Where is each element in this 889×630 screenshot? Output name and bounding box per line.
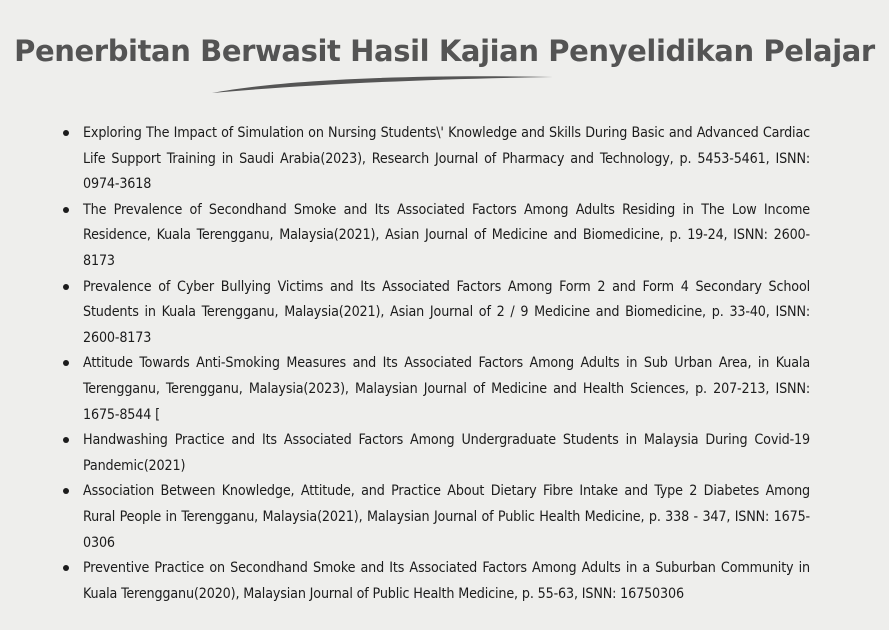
bullet-icon bbox=[63, 130, 69, 136]
list-item bbox=[62, 275, 810, 352]
bullet-icon bbox=[63, 437, 69, 443]
bullet-icon bbox=[63, 284, 69, 290]
list-item bbox=[62, 351, 810, 428]
publication-text: Attitude Towards Anti-Smoking Measures and Its Associated Factors Among Adults in Sub Urban Area, in Kuala Terengganu, Terengganu, Malaysia(2023), Malaysian Journal of Medicine and Health Sciences, p. 207-213, ISNN: 1675-8544 [ bbox=[83, 355, 810, 423]
bullet-icon bbox=[63, 488, 69, 494]
publication-text: Preventive Practice on Secondhand Smoke and Its Associated Factors Among Adults in a Suburban Community in Kuala Terengganu(2020), Malaysian Journal of Public Health Medicine, p. 55-63, ISNN: 16750306 bbox=[83, 560, 810, 602]
swoosh-underline-icon bbox=[210, 74, 555, 96]
publication-text: The Prevalence of Secondhand Smoke and Its Associated Factors Among Adults Residing in The Low Income Residence, Kuala Terengganu, Malaysia(2021), Asian Journal of Medicine and Biomedicine, p. 19-24, ISNN: 2600-8173 bbox=[83, 201, 810, 269]
bullet-icon bbox=[63, 360, 69, 366]
list-item bbox=[62, 428, 810, 479]
publication-text: Association Between Knowledge, Attitude, and Practice About Dietary Fibre Intake and Type 2 Diabetes Among Rural People in Terengganu, Malaysia(2021), Malaysian Journal of Public Health Medicine, p. 338 - 347, ISNN: 1675-0306 bbox=[83, 483, 810, 551]
list-item bbox=[62, 121, 810, 198]
list-item bbox=[62, 556, 810, 607]
list-item bbox=[62, 479, 810, 556]
bullet-icon bbox=[63, 565, 69, 571]
publication-text: Prevalence of Cyber Bullying Victims and Its Associated Factors Among Form 2 and Form 4 Secondary School Students in Kuala Terengganu, Malaysia(2021), Asian Journal of 2 / 9 Medicine and Biomedicine, p. 33-40, ISNN: 2600-8173 bbox=[83, 278, 810, 346]
bullet-icon bbox=[63, 207, 69, 213]
publication-list bbox=[62, 121, 810, 607]
page-title: Penerbitan Berwasit Hasil Kajian Penyelidikan Pelajar bbox=[14, 34, 875, 68]
publication-text: Handwashing Practice and Its Associated Factors Among Undergraduate Students in Malaysia During Covid-19 Pandemic(2021) bbox=[83, 432, 810, 474]
publication-text: Exploring The Impact of Simulation on Nursing Students\' Knowledge and Skills During Basic and Advanced Cardiac Life Support Training in Saudi Arabia(2023), Research Journal of Pharmacy and Technology, p. 5453-5461, ISNN: 0974-3618 bbox=[83, 125, 810, 193]
list-item bbox=[62, 198, 810, 275]
